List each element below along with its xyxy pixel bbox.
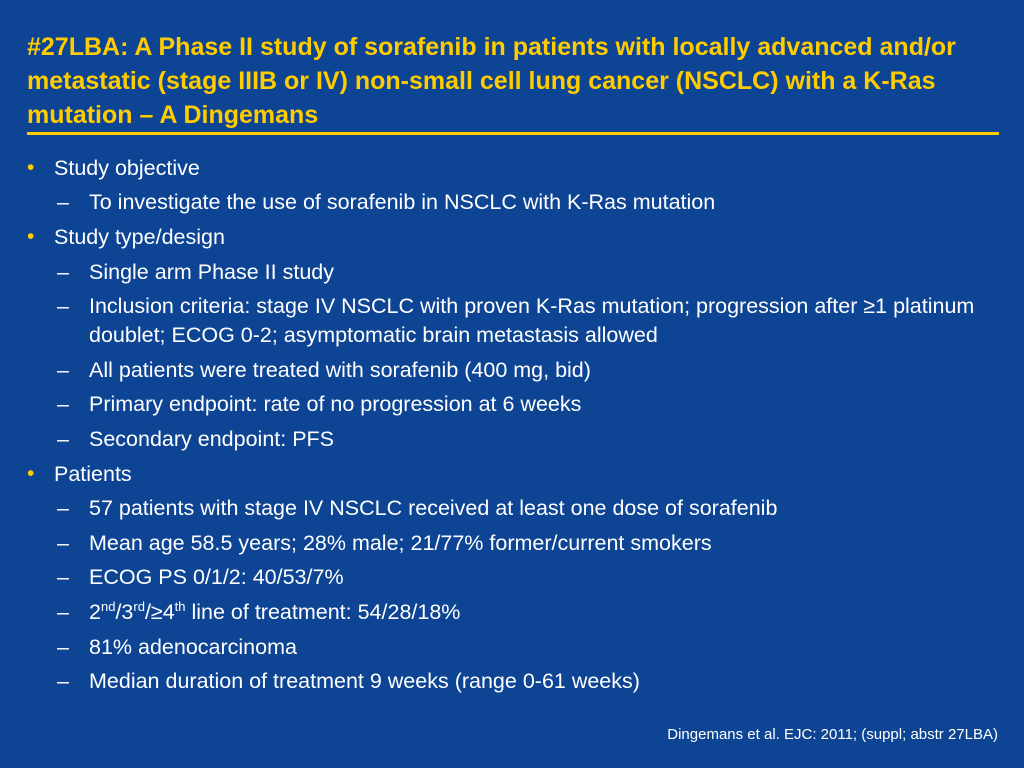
dash-icon: – <box>57 426 69 451</box>
text-part: line of treatment: 54/28/18% <box>185 599 461 624</box>
bullet-text: Study objective <box>54 156 200 180</box>
sub-bullet <box>27 255 1002 290</box>
bullet-icon: • <box>27 225 35 249</box>
sub-bullet-text: 57 patients with stage IV NSCLC received at least one dose of sorafenib <box>89 496 778 521</box>
title-divider <box>27 132 999 135</box>
sub-bullet <box>27 186 1002 221</box>
sub-bullet <box>27 526 1002 561</box>
sub-bullet-text: ECOG PS 0/1/2: 40/53/7% <box>89 565 344 590</box>
text-part: /3 <box>115 599 134 624</box>
dash-icon: – <box>57 496 69 521</box>
sub-bullet-text: Primary endpoint: rate of no progression at 6 weeks <box>89 392 582 417</box>
text-part: /≥4 <box>144 599 175 624</box>
bullet-icon: • <box>27 156 35 179</box>
sub-bullet-line-of-treatment <box>27 595 1002 630</box>
sub-bullet <box>27 561 1002 596</box>
bullet-icon: • <box>27 461 35 485</box>
bullet-study-design <box>27 220 1002 255</box>
dash-icon: – <box>57 530 69 555</box>
dash-icon: – <box>57 565 69 590</box>
superscript: nd <box>100 598 116 614</box>
sub-bullet-text: To investigate the use of sorafenib in NSCLC with K-Ras mutation <box>89 190 716 215</box>
superscript: th <box>174 598 186 614</box>
dash-icon: – <box>57 190 69 215</box>
sub-bullet-text: Single arm Phase II study <box>89 259 334 284</box>
sub-bullet <box>27 422 1002 457</box>
slide-title: #27LBA: A Phase II study of sorafenib in patients with locally advanced and/or metastatic (stage IIIB or IV) non-small cell lung cancer (NSCLC) with a K-Ras mutation – A Dingemans <box>27 33 956 129</box>
bullet-study-objective <box>27 151 1002 186</box>
dash-icon: – <box>57 392 69 417</box>
bullet-text: Patients <box>54 461 132 486</box>
sub-bullet-text <box>89 600 460 624</box>
sub-bullet <box>27 630 1002 665</box>
dash-icon: – <box>57 634 69 659</box>
dash-icon: – <box>57 259 69 284</box>
sub-bullet-text: Inclusion criteria: stage IV NSCLC with proven K-Ras mutation; progression after ≥1 platinum doublet; ECOG 0-2; asymptomatic brain metastasis allowed <box>89 294 975 348</box>
dash-icon: – <box>57 294 69 319</box>
sub-bullet <box>27 388 1002 423</box>
dash-icon: – <box>57 357 69 382</box>
bullet-patients <box>27 457 1002 492</box>
sub-bullet <box>27 491 1002 526</box>
sub-bullet <box>27 664 1002 699</box>
text-part: 2 <box>89 599 101 624</box>
sub-bullet-text: 81% adenocarcinoma <box>89 634 297 659</box>
dash-icon: – <box>57 599 69 624</box>
sub-bullet-text: Secondary endpoint: PFS <box>89 426 335 451</box>
sub-bullet-text: Mean age 58.5 years; 28% male; 21/77% former/current smokers <box>89 530 712 555</box>
citation-footer: Dingemans et al. EJC: 2011; (suppl; abstr 27LBA) <box>667 726 998 743</box>
sub-bullet <box>27 353 1002 388</box>
slide-content <box>27 151 1002 699</box>
superscript: rd <box>133 598 145 614</box>
sub-bullet-text: Median duration of treatment 9 weeks (range 0-61 weeks) <box>89 669 640 694</box>
sub-bullet <box>27 289 1002 353</box>
bullet-text: Study type/design <box>54 225 225 250</box>
dash-icon: – <box>57 669 69 694</box>
sub-bullet-text: All patients were treated with sorafenib (400 mg, bid) <box>89 357 591 382</box>
